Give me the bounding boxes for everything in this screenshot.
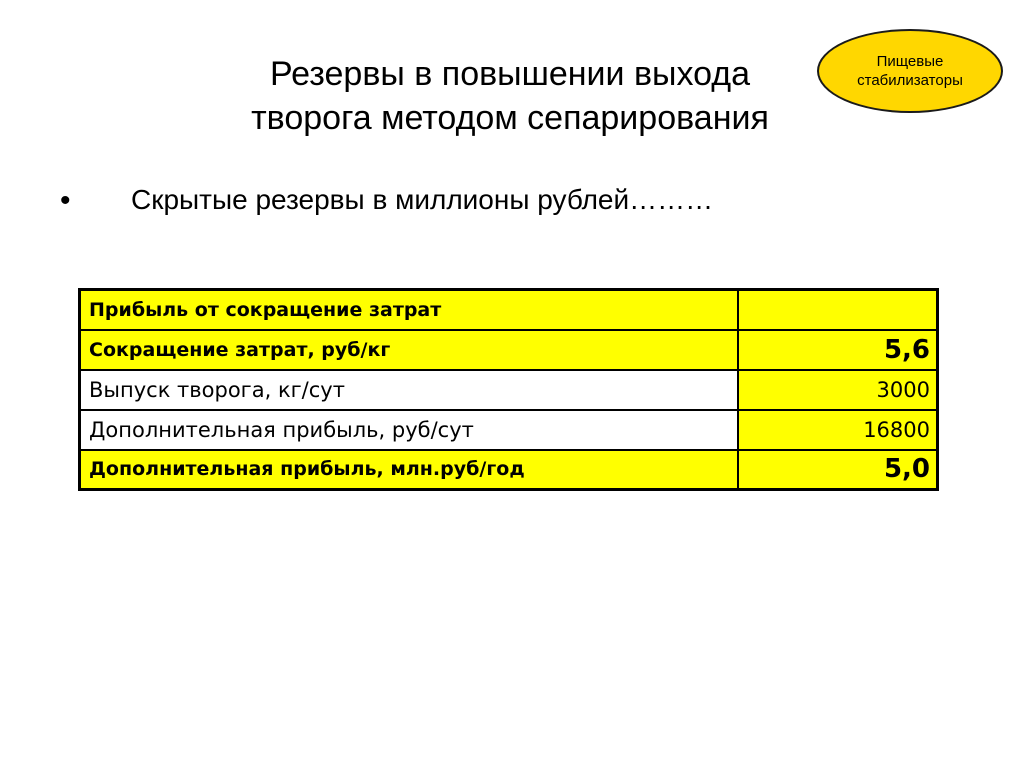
table-row (80, 330, 938, 370)
badge-line-1: Пищевые (876, 53, 944, 70)
table-cell-label: Прибыль от сокращение затрат (80, 290, 738, 330)
table-cell-value: 16800 (738, 410, 938, 450)
bullet-marker: • (60, 184, 71, 217)
table-cell-label: Сокращение затрат, руб/кг (80, 330, 738, 370)
table-row (80, 410, 938, 450)
bullet-text: Скрытые резервы в миллионы рублей……… (131, 184, 714, 215)
profit-table (78, 288, 939, 491)
table-row (80, 370, 938, 410)
slide-title (140, 52, 880, 140)
table-cell-value: 5,0 (738, 450, 938, 490)
slide-title-line-1: Резервы в повышении выхода (269, 55, 751, 93)
table-cell-value: 3000 (738, 370, 938, 410)
table-cell-label: Дополнительная прибыль, млн.руб/год (80, 450, 738, 490)
table-cell-value: 5,6 (738, 330, 938, 370)
table-row (80, 450, 938, 490)
table-cell-label: Дополнительная прибыль, руб/сут (80, 410, 738, 450)
table-cell-label: Выпуск творога, кг/сут (80, 370, 738, 410)
badge-line-2: стабилизаторы (857, 72, 963, 89)
table-cell-value (738, 290, 938, 330)
table-row (80, 290, 938, 330)
slide-title-line-2: творога методом сепарирования (251, 99, 769, 137)
